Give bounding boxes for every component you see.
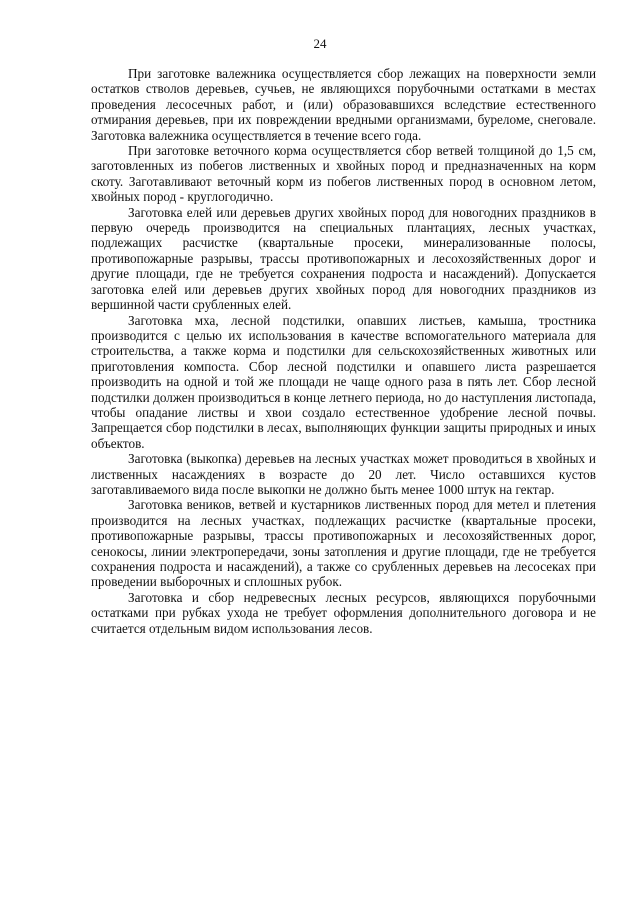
paragraph-brooms-branches: Заготовка веников, ветвей и кустарников лиственных пород для метел и плетения производится на лесных участках, подлежащих расчистке (квартальные просеки, противопожарные разрывы, трассы противопожарных и лесохозяйственных дорог, сенокосы, линии электропередачи, зоны затопления и другие площади, где не требуется сохранения подроста и насаждений), а также со срубленных деревьев на лесосеках при проведении выборочных и сплошных рубок.	[91, 497, 596, 590]
paragraph-branch-fodder: При заготовке веточного корма осуществляется сбор ветвей толщиной до 1,5 см, заготовленных из побегов лиственных и хвойных пород и предназначенных на корм скоту. Заготавливают веточный корм из побегов лиственных пород в основном летом, хвойных пород - круглогодично.	[91, 143, 596, 205]
paragraph-non-timber-resources: Заготовка и сбор недревесных лесных ресурсов, являющихся порубочными остатками при рубках ухода не требует оформления дополнительного договора и не считается отдельным видом использования лесов.	[91, 589, 596, 636]
paragraph-moss-litter: Заготовка мха, лесной подстилки, опавших листьев, камыша, тростника производится с целью их использования в качестве вспомогательного материала для строительства, а также корма и подстилки для сельскохозяйственных животных или приготовления компоста. Сбор лесной подстилки и опавшего листа разрешается производить на одной и той же площади не чаще одного раза в пять лет. Сбор лесной подстилки должен производиться в конце летнего периода, но до наступления листопада, чтобы опадание листвы и хвои создало естественное удобрение лесной почвы. Запрещается сбор подстилки в лесах, выполняющих функции защиты природных и иных объектов.	[91, 312, 596, 451]
page-number: 24	[313, 36, 327, 51]
paragraph-deadwood: При заготовке валежника осуществляется сбор лежащих на поверхности земли остатков стволов деревьев, сучьев, не являющихся порубочными остатками в местах проведения лесосечных работ, и (или) образовавшихся вследствие естественного отмирания деревьев, при их повреждении вредными организмами, буреломе, снеговале. Заготовка валежника осуществляется в течение всего года.	[91, 66, 596, 143]
paragraph-tree-digging: Заготовка (выкопка) деревьев на лесных участках может проводиться в хвойных и лиственных насаждениях в возрасте до 20 лет. Число оставшихся кустов заготавливаемого вида после выкопки не должно быть менее 1000 штук на гектар.	[91, 451, 596, 497]
body-text	[91, 66, 596, 636]
paragraph-new-year-trees: Заготовка елей или деревьев других хвойных пород для новогодних праздников в первую очередь производится на специальных плантациях, лесных участках, подлежащих расчистке (квартальные просеки, минерализованные полосы, противопожарные разрывы, трассы противопожарных и лесохозяйственных дорог и другие площади, где не требуется сохранения подроста и насаждений). Допускается заготовка елей или деревьев других хвойных пород для новогодних праздников из вершинной части срубленных елей.	[91, 204, 596, 313]
